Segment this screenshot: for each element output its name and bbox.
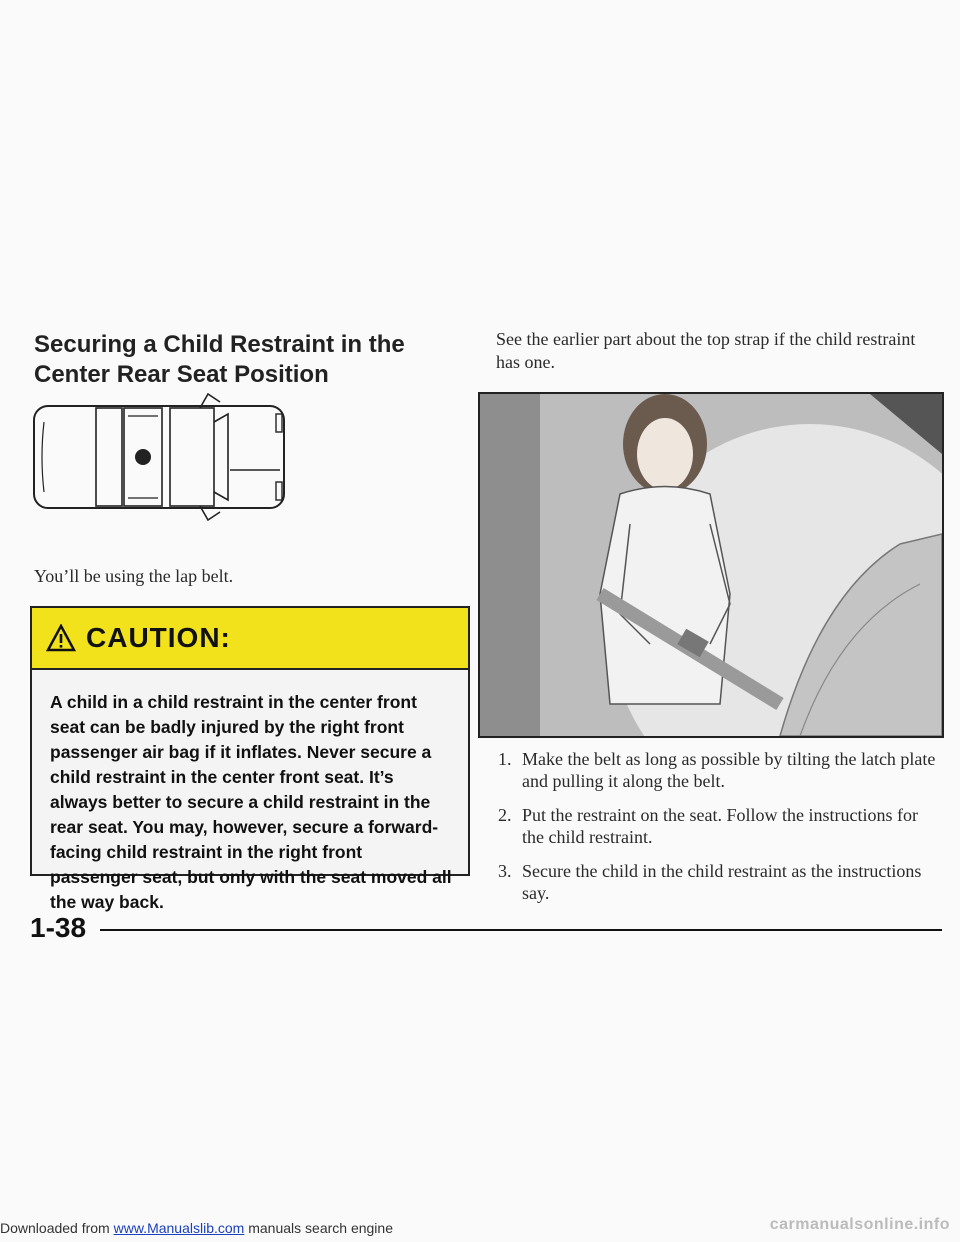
caution-box [30,606,470,912]
warning-triangle-icon [46,624,76,652]
step-item [498,804,938,848]
step-text: Secure the child in the child restraint as the instructions say. [522,861,922,903]
step-number: 1. [498,749,512,769]
step-item [498,748,938,792]
step-text: Put the restraint on the seat. Follow the instructions for the child restraint. [522,805,918,847]
section-heading: Securing a Child Restraint in the Center Rear Seat Position [34,331,405,388]
footer-rule [100,929,942,931]
lap-belt-note: You’ll be using the lap belt. [34,566,234,586]
step-number: 3. [498,861,512,881]
caution-label: CAUTION: [86,622,231,653]
step-text: Make the belt as long as possible by tilting the latch plate and pulling it along the belt. [522,749,936,791]
watermark-suffix: manuals search engine [244,1220,393,1236]
illustration-woman-adjusting-belt [478,392,944,738]
watermark-prefix: Downloaded from [0,1220,114,1236]
instruction-steps [498,748,938,916]
page-number: 1-38 [30,912,87,943]
site-watermark: carmanualsonline.info [769,1216,950,1233]
caution-text: A child in a child restraint in the center front seat can be badly injured by the right front passenger air bag if it inflates. Never secure a child restraint in the center front seat. It’s always better to secure a child restraint in the rear seat. You may, however, secure a forward-facing child restraint in the right front passenger seat, but only with the seat moved all the way back. [50,692,452,912]
step-number: 2. [498,805,512,825]
manualslib-link[interactable]: www.Manualslib.com [113,1220,245,1236]
vehicle-seat-position-diagram [30,392,300,522]
top-strap-note: See the earlier part about the top strap if the child restraint has one. [496,329,916,372]
step-item [498,860,938,904]
caution-header [32,608,468,670]
download-watermark [0,1220,393,1236]
